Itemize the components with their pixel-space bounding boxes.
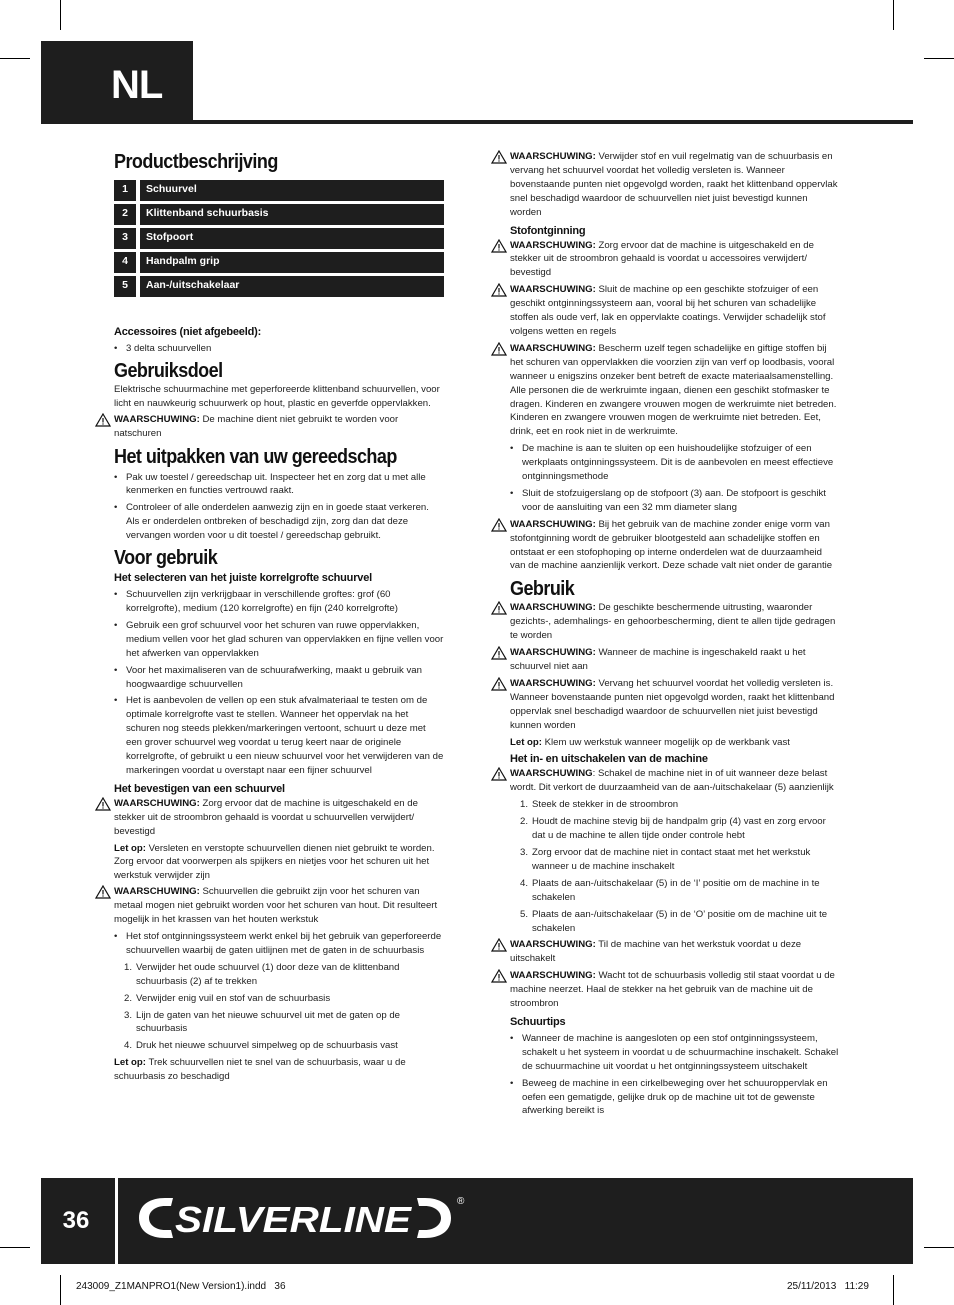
attach-subheading: Het bevestigen van een schuurvel (114, 782, 285, 795)
warning-icon (491, 646, 507, 660)
footer-bar (41, 1178, 913, 1264)
parts-list (114, 180, 444, 297)
step-number: 4. (124, 1040, 133, 1052)
step-text: Steek de stekker in de stroombron (532, 799, 679, 811)
part-label: Stofpoort (140, 228, 444, 249)
page-number: 36 (62, 1207, 90, 1234)
unpack-heading: Het uitpakken van uw gereedschap (114, 445, 397, 468)
warning-text: Bij het gebruik van de machine zonder enige vorm van stofontginning wordt de gebruiker blootgesteld aan schadelijke stoffen en ontstaat er een stofophoping op interne onderdelen wat de duurzaamheid van de machine aanzienlijk verkort. Deze schade valt niet onder de garantie (510, 518, 833, 572)
dust-item: • De machine is aan te sluiten op een huishoudelijke stofzuiger of een werkplaats ontginningssysteem. Dit is de aanbevolen en meest effectieve ontginningsmethode (510, 442, 840, 484)
warning-icon (491, 342, 507, 356)
crop-mark (60, 0, 61, 30)
warning-icon (491, 938, 507, 952)
switch-step (520, 877, 840, 905)
before-use-heading: Voor gebruik (114, 547, 218, 570)
warning-text: Zorg ervoor dat de machine is uitgeschakeld en de stekker uit de stroombron gehaald is voordat u accessoires verwijdert/ bevestigd (510, 239, 814, 279)
date-slug: 25/11/2013 11:29 (787, 1281, 869, 1292)
use-heading: Gebruik (510, 578, 575, 601)
attach-step (124, 961, 444, 989)
warning-icon (491, 601, 507, 615)
warning-icon (491, 677, 507, 691)
step-text: Houdt de machine stevig bij de handpalm grip (4) vast en zorg ervoor dat u de machine te allen tijde onder controle hebt (532, 816, 826, 842)
part-label: Schuurvel (140, 180, 444, 201)
warning-label: WAARSCHUWING: (510, 284, 596, 296)
part-number: 2 (114, 204, 136, 225)
warning-text: De machine dient niet gebruikt te worden voor natschuren (114, 413, 399, 439)
part-row (114, 180, 444, 201)
attach-bullet: • Het stof ontginningssysteem werkt enkel bij het gebruik van geperforeerde schuurvellen waarbij de gaten uitlijnen met de gaten in de schuurbasis (114, 930, 444, 958)
grit-item: • Gebruik een grof schuurvel voor het schuren van ruwe oppervlakken, medium vellen voor het glad schuren van oppervlakken en fijne vellen voor het afwerken van oppervlakken (114, 619, 444, 661)
brand-logo (135, 1192, 475, 1244)
attach-step (124, 1039, 444, 1053)
left-column (114, 150, 444, 1086)
crop-mark (893, 0, 894, 30)
unpack-item: • Pak uw toestel / gereedschap uit. Inspecteer het en zorg dat u met alle kenmerken en functies vertrouwd raakt. (114, 471, 444, 499)
part-label: Klittenband schuurbasis (140, 204, 444, 225)
warning-icon (491, 518, 507, 532)
grit-subheading: Het selecteren van het juiste korrelgrofte schuurvel (114, 572, 372, 585)
part-row (114, 228, 444, 249)
unpack-item: • Controleer of alle onderdelen aanwezig zijn en in goede staat verkeren. Als er onderdelen ontbreken of beschadigd zijn, zorg dan dat deze vervangen worden voor u dit toestel / gereedschap gebruikt. (114, 501, 444, 543)
warning-block (510, 938, 840, 966)
step-text: Lijn de gaten van het nieuwe schuurvel uit met de gaten op de schuurbasis (136, 1009, 401, 1035)
part-number: 5 (114, 276, 136, 297)
step-number: 5. (520, 908, 529, 920)
step-number: 1. (520, 799, 529, 811)
part-row (114, 276, 444, 297)
step-text: Plaats de aan-/uitschakelaar (5) in de ‘O’ positie om de machine uit te schakelen (532, 908, 828, 934)
warning-label: WAARSCHUWING: (510, 518, 596, 530)
tips-item: • Beweeg de machine in een cirkelbeweging over het schuuroppervlak en oefen een gematigde, gelijke druk op de machine uit tot de gewenste afwerking bereikt is (510, 1077, 840, 1119)
crop-mark (893, 1275, 894, 1305)
warning-icon (95, 797, 111, 811)
warning-text: Wanneer de machine is ingeschakeld raakt u het schuurvel niet aan (510, 647, 806, 672)
note (510, 736, 840, 750)
tips-subheading: Schuurtips (510, 1015, 566, 1028)
warning-label: WAARSCHUWING: (114, 413, 200, 425)
warning-icon (95, 885, 111, 899)
dust-item: • Sluit de stofzuigerslang op de stofpoort (3) aan. De stofpoort is geschikt voor de aansluiting van een 32 mm diameter slang (510, 487, 840, 515)
warning-block (510, 969, 840, 1011)
switch-step (520, 815, 840, 843)
warning-label: WAARSCHUWING: (114, 886, 200, 898)
grit-item: • Schuurvellen zijn verkrijgbaar in verschillende groftes: grof (60 korrelgrofte), medium (120 korrelgrofte) en fijn (240 korrelgrofte) (114, 588, 444, 616)
warning-icon (95, 413, 111, 427)
accessory-item: • 3 delta schuurvellen (114, 342, 444, 356)
crop-mark (0, 58, 30, 59)
warning-block (510, 646, 840, 674)
part-row (114, 252, 444, 273)
warning-block (114, 797, 444, 839)
attach-step (124, 1009, 444, 1037)
step-text: Plaats de aan-/uitschakelaar (5) in de ‘I’ positie om de machine in te schakelen (532, 877, 820, 903)
warning-icon (491, 283, 507, 297)
warning-icon (491, 767, 507, 781)
warning-text: Vervang het schuurvel voordat het volledig versleten is. Wanneer bovenstaande punten niet opgevolgd worden, raakt het klittenband oppervlak snel beschadigd waardoor de schuurvellen niet juist bevestigd kunnen worden (510, 677, 835, 731)
switch-step (520, 908, 840, 936)
note-label: Let op: (114, 842, 146, 854)
dust-subheading: Stofontginning (510, 224, 586, 237)
crop-mark (0, 1247, 30, 1248)
step-number: 3. (520, 846, 529, 858)
crop-mark (924, 58, 954, 59)
tips-item: • Wanneer de machine is aangesloten op een stof ontginningssysteem, schakelt u het systeem in voordat u de schuurmachine inschakelt. Schakel de schuurmachine uit voordat u het ontginningssysteem uitschakelt (510, 1032, 840, 1074)
note-label: Let op: (510, 736, 542, 748)
part-number: 3 (114, 228, 136, 249)
note-text: Versleten en verstopte schuurvellen dienen niet gebruikt te worden. Zorg ervoor dat voorwerpen als spijkers en nietjes voor het schuren uit het werkstuk verwijder zijn (114, 842, 435, 882)
purpose-text: Elektrische schuurmachine met geperforeerde klittenband schuurvellen, voor licht en nauwkeurig schuurwerk op hout, plastic en geverfde oppervlakken. (114, 383, 440, 409)
warning-label: WAARSCHUWING: (510, 939, 596, 951)
footer-divider (115, 1178, 118, 1264)
warning-block (510, 677, 840, 733)
warning-text: Schuurvellen die gebruikt zijn voor het schuren van metaal mogen niet gebruikt worden voor het schuren van hout. Dit resulteert mogelijk in het krassen van het houten werkstuk (114, 886, 438, 926)
warning-label: WAARSCHUWING: (510, 342, 596, 354)
warning-label: WAARSCHUWING: (510, 677, 596, 689)
warning-text: : Schakel de machine niet in of uit wanneer deze belast wordt. Dit verkort de duurzaamheid van de aan-/uitschakelaar (5) aanzienlijk (510, 768, 834, 794)
step-text: Zorg ervoor dat de machine niet in contact staat met het werkstuk wanneer u de machine inschakelt (532, 846, 811, 872)
brand-text: SILVERLINE (175, 1199, 413, 1240)
step-number: 3. (124, 1009, 133, 1021)
part-label: Aan-/uitschakelaar (140, 276, 444, 297)
registered-mark: ® (457, 1196, 465, 1207)
language-code: NL (111, 63, 163, 107)
step-text: Verwijder enig vuil en stof van de schuurbasis (136, 992, 331, 1004)
step-number: 4. (520, 877, 529, 889)
part-number: 1 (114, 180, 136, 201)
warning-text: Bescherm uzelf tegen schadelijke en giftige stoffen bij het schuren van oppervlakken die voorzien zijn van verf op loodbasis, vooral wanneer u enigszins onzeker bent betreft de exacte materiaalsamenstelling. Alle personen die de werkruimte ingaan, dienen een geschikt stofmasker te dragen. Kinderen en zwangere vrouwen mogen de werkruimte niet betreden. Kinderen en zwangere vrouwen mogen de werkruimte niet betreden. Eet, drink, eet en rook niet in de werkruimte. (510, 342, 837, 438)
switch-subheading: Het in- en uitschakelen van de machine (510, 753, 708, 766)
warning-label: WAARSCHUWING: (510, 970, 596, 982)
warning-text: Zorg ervoor dat de machine is uitgeschakeld en de stekker uit de stroombron gehaald is voordat u schuurvellen verwijdert/ bevestigd (114, 797, 418, 837)
warning-block (114, 885, 444, 927)
warning-label: WAARSCHUWING: (510, 151, 596, 162)
language-tab (41, 41, 193, 123)
purpose-heading: Gebruiksdoel (114, 359, 223, 382)
warning-text: Til de machine van het werkstuk voordat u deze uitschakelt (510, 939, 802, 965)
step-number: 1. (124, 961, 133, 973)
switch-step (520, 846, 840, 874)
warning-icon (491, 969, 507, 983)
warning-block (510, 601, 840, 643)
warning-label: WAARSCHUWING: (114, 797, 200, 809)
warning-block (510, 342, 840, 439)
note-label: Let op: (114, 1057, 146, 1069)
file-slug: 243009_Z1MANPRO1(New Version1).indd 36 (76, 1281, 286, 1292)
grit-item: • Het is aanbevolen de vellen op een stuk afvalmateriaal te testen om de optimale korrelgrofte vast te stellen. Wanneer het oppervlak na het schuren nog steeds plekken/markeringen vertoont, schuurt u deze met een grover schuurvel weg voordat u terug keert naar de originele korrelgrofte, of gebruikt u een nieuw schuurvel voor het verwijderen van de markeringen voordat u overstapt naar een fijner schuurvel (114, 694, 444, 777)
attach-step (124, 992, 444, 1006)
part-number: 4 (114, 252, 136, 273)
header-rule (41, 120, 913, 124)
warning-label: WAARSCHUWING: (510, 602, 596, 614)
warning-block (510, 518, 840, 574)
accessories-heading: Accessoires (niet afgebeeld): (114, 326, 262, 338)
part-label: Handpalm grip (140, 252, 444, 273)
crop-mark (60, 1275, 61, 1305)
part-row (114, 204, 444, 225)
crop-mark (924, 1247, 954, 1248)
product-heading: Productbeschrijving (114, 151, 278, 173)
warning-text: Sluit de machine op een geschikte stofzuiger of een geschikt ontginningssysteem aan, vooral bij het schuren van schadelijke stoffen als oude verf, lak en oppervlakte coatings. Verwijder schadelijk stof volgens wetten en regels (510, 284, 826, 337)
warning-block (114, 413, 444, 441)
warning-text: Verwijder stof en vuil regelmatig van de schuurbasis en vervang het schuurvel voordat het volledig versleten is. Wanneer bovenstaande punten niet opgevolgd worden, raakt het klittenband oppervlak snel beschadigd waardoor de schuurvellen niet juist bevestigd kunnen worden (510, 151, 838, 218)
warning-label: WAARSCHUWING (510, 768, 593, 780)
step-number: 2. (520, 816, 529, 828)
warning-label: WAARSCHUWING: (510, 239, 596, 251)
warning-label: WAARSCHUWING: (510, 647, 596, 659)
warning-block (510, 239, 840, 281)
step-number: 2. (124, 992, 133, 1004)
note (114, 842, 444, 884)
warning-block (510, 150, 840, 220)
right-column (510, 150, 840, 1121)
note (114, 1056, 444, 1084)
warning-text: De geschikte beschermende uitrusting, waaronder gezichts-, ademhalings- en gehoorbescherming, dient te allen tijde gedragen te worden (510, 602, 836, 642)
switch-step (520, 798, 840, 812)
step-text: Verwijder het oude schuurvel (1) door deze van de klittenband schuurbasis (2) af te trekken (136, 961, 400, 987)
warning-block (510, 283, 840, 339)
grit-item: • Voor het maximaliseren van de schuurafwerking, maakt u gebruik van hoogwaardige schuurvellen (114, 664, 444, 692)
warning-text: Wacht tot de schuurbasis volledig stil staat voordat u de machine neerzet. Haal de stekker na het gebruik van de machine uit de stroombron (510, 970, 835, 1010)
warning-icon (491, 150, 507, 164)
note-text: Trek schuurvellen niet te snel van de schuurbasis, waar u de schuurbasis zo beschadigd (114, 1057, 406, 1083)
warning-block (510, 767, 840, 795)
step-text: Druk het nieuwe schuurvel simpelweg op de schuurbasis vast (136, 1040, 398, 1052)
note-text: Klem uw werkstuk wanneer mogelijk op de werkbank vast (541, 736, 790, 748)
warning-icon (491, 239, 507, 253)
